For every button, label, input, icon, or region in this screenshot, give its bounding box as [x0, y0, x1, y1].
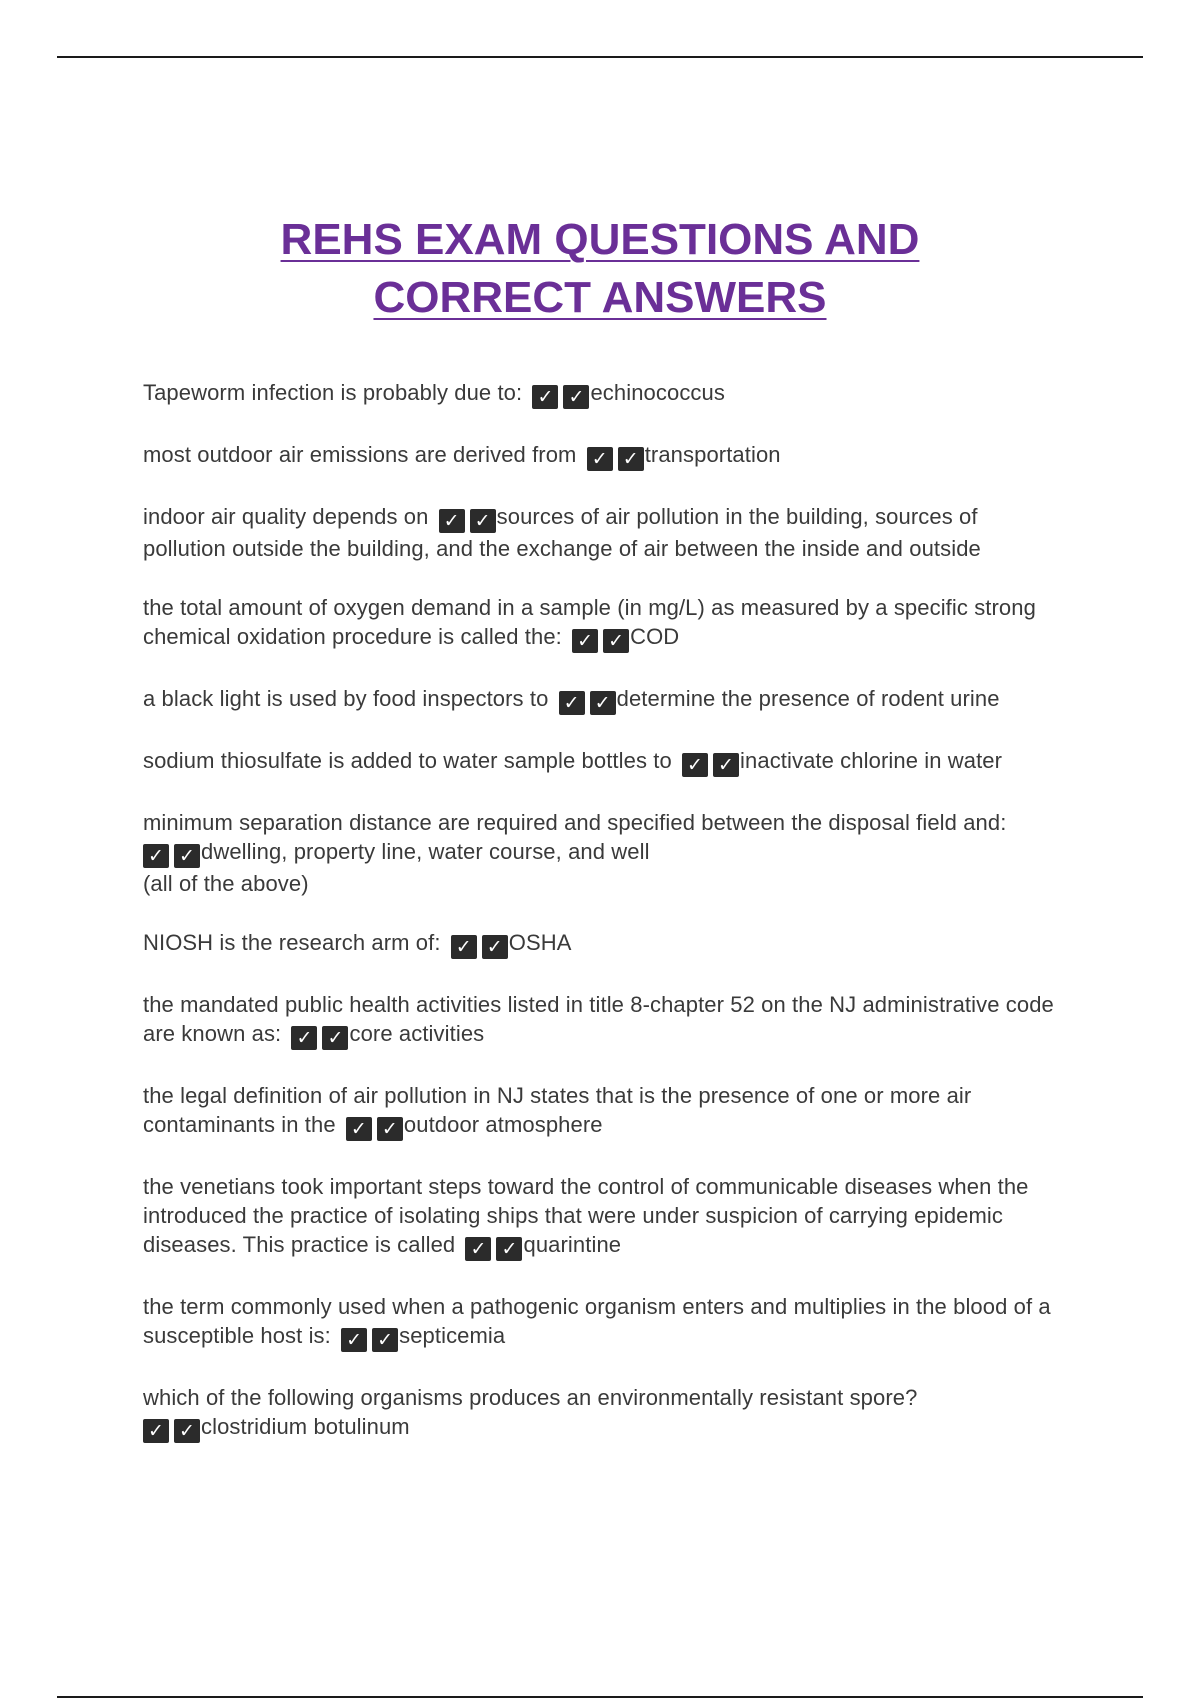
answer-text: sources of air pollution in the building, sources of pollution outside the building, and the exchange of air between the inside and outside	[143, 504, 981, 561]
answer-text: COD	[630, 624, 680, 649]
question-text: the legal definition of air pollution in NJ states that is the presence of one or more air contaminants in the	[143, 1083, 972, 1137]
double-check-icon	[532, 381, 590, 410]
double-check-icon	[291, 1022, 349, 1051]
check-icon: ✓	[618, 447, 644, 471]
double-check-icon	[572, 625, 630, 654]
answer-text: determine the presence of rodent urine	[616, 686, 1000, 711]
check-icon: ✓	[587, 447, 613, 471]
check-icon: ✓	[465, 1237, 491, 1261]
double-check-icon	[346, 1113, 404, 1142]
check-icon: ✓	[682, 753, 708, 777]
double-check-icon	[451, 931, 509, 960]
qa-item	[143, 1172, 1063, 1262]
qa-item	[143, 684, 1063, 716]
qa-item	[143, 1292, 1063, 1353]
check-icon: ✓	[451, 935, 477, 959]
question-text: most outdoor air emissions are derived from	[143, 442, 577, 467]
check-icon: ✓	[496, 1237, 522, 1261]
double-check-icon	[559, 687, 617, 716]
double-check-icon	[143, 840, 201, 869]
bottom-rule	[57, 1696, 1143, 1698]
qa-item	[143, 502, 1063, 563]
check-icon: ✓	[341, 1328, 367, 1352]
check-icon: ✓	[482, 935, 508, 959]
double-check-icon	[682, 749, 740, 778]
check-icon: ✓	[559, 691, 585, 715]
answer-text: septicemia	[399, 1323, 506, 1348]
answer-text: echinococcus	[590, 380, 725, 405]
check-icon: ✓	[174, 1419, 200, 1443]
check-icon: ✓	[291, 1026, 317, 1050]
check-icon: ✓	[590, 691, 616, 715]
answer-text: quarintine	[523, 1232, 622, 1257]
question-text: which of the following organisms produces an environmentally resistant spore?	[143, 1385, 918, 1410]
qa-item	[143, 440, 1063, 472]
answer-text: clostridium botulinum	[201, 1414, 410, 1439]
question-text: the venetians took important steps toward the control of communicable diseases when the introduced the practice of isolating ships that were under suspicion of carrying epidemic diseases. This practice is called	[143, 1174, 1029, 1257]
check-icon: ✓	[532, 385, 558, 409]
top-rule	[57, 56, 1143, 58]
question-text: NIOSH is the research arm of:	[143, 930, 441, 955]
double-check-icon	[341, 1324, 399, 1353]
check-icon: ✓	[322, 1026, 348, 1050]
qa-item	[143, 746, 1063, 778]
question-text: the term commonly used when a pathogenic organism enters and multiplies in the blood of a susceptible host is:	[143, 1294, 1051, 1348]
question-text: the mandated public health activities listed in title 8-chapter 52 on the NJ administrative code are known as:	[143, 992, 1054, 1046]
question-text: a black light is used by food inspectors to	[143, 686, 549, 711]
answer-text: OSHA	[508, 930, 572, 955]
answer-text: outdoor atmosphere	[403, 1112, 603, 1137]
check-icon: ✓	[572, 629, 598, 653]
title-line-1: REHS EXAM QUESTIONS AND	[280, 215, 920, 264]
qa-item	[143, 1081, 1063, 1142]
qa-item	[143, 1383, 1063, 1444]
question-text: indoor air quality depends on	[143, 504, 429, 529]
check-icon: ✓	[143, 1419, 169, 1443]
check-icon: ✓	[713, 753, 739, 777]
double-check-icon	[143, 1415, 201, 1444]
title-line-2: CORRECT ANSWERS	[373, 273, 827, 322]
answer-text: core activities	[349, 1021, 485, 1046]
answer-text: inactivate chlorine in water	[740, 748, 1003, 773]
double-check-icon	[465, 1233, 523, 1262]
check-icon: ✓	[439, 509, 465, 533]
check-icon: ✓	[470, 509, 496, 533]
check-icon: ✓	[143, 844, 169, 868]
page-title	[0, 212, 1200, 328]
qa-item	[143, 808, 1063, 898]
answer-note: (all of the above)	[143, 871, 309, 896]
qa-list	[143, 378, 1063, 1474]
double-check-icon	[587, 443, 645, 472]
question-text: minimum separation distance are required and specified between the disposal field and:	[143, 810, 1007, 835]
answer-text: dwelling, property line, water course, and well	[201, 839, 650, 864]
qa-item	[143, 990, 1063, 1051]
check-icon: ✓	[563, 385, 589, 409]
answer-text: transportation	[644, 442, 781, 467]
double-check-icon	[439, 505, 497, 534]
check-icon: ✓	[372, 1328, 398, 1352]
question-text: Tapeworm infection is probably due to:	[143, 380, 523, 405]
check-icon: ✓	[603, 629, 629, 653]
question-text: the total amount of oxygen demand in a sample (in mg/L) as measured by a specific strong chemical oxidation procedure is called the:	[143, 595, 1036, 649]
qa-item	[143, 378, 1063, 410]
qa-item	[143, 593, 1063, 654]
qa-item	[143, 928, 1063, 960]
check-icon: ✓	[174, 844, 200, 868]
question-text: sodium thiosulfate is added to water sample bottles to	[143, 748, 672, 773]
check-icon: ✓	[377, 1117, 403, 1141]
check-icon: ✓	[346, 1117, 372, 1141]
